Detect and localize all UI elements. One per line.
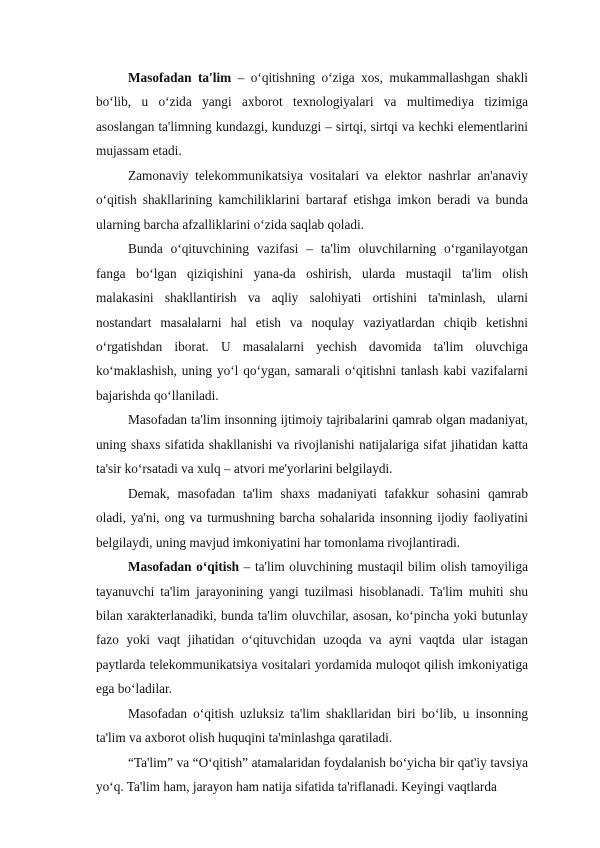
paragraph-text: Bunda o‘qituvchining vazifasi – ta'lim oluvchilarning o‘rganilayotgan fanga bo‘lgan qiziqishini yana-da oshirish, ularda mustaqil ta'lim olish malakasini shakllantirish va aqliy salohiyati ortishini ta'minlash, ularni nostandart masalalarni hal etish va noqulay vaziyatlardan chiqib ketishni o‘rgatishdan iborat. U masalalarni yechish davomida ta'lim oluvchiga ko‘maklashish, uning yo‘l qo‘ygan, samarali o‘qitishni tanlash kabi vazifalarni bajarishda qo‘llaniladi. <box>96 241 528 403</box>
paragraph-1 <box>96 66 528 164</box>
term-masofadan-talim: Masofadan ta'lim <box>128 70 232 85</box>
paragraph-text: – ta'lim oluvchining mustaqil bilim olish tamoyiliga tayanuvchi ta'lim jarayonining yangi tuzilmasi hisoblanadi. Ta'lim muhiti shu bilan xarakterlanadiki, bunda ta'lim oluvchilar, asosan, ko‘pincha yoki butunlay fazo yoki vaqt jihatidan o‘qituvchidan uzoqda va ayni vaqtda ular istagan paytlarda telekommunikatsiya vositalari yordamida muloqot qilish imkoniyatiga ega bo‘ladilar. <box>96 559 528 697</box>
paragraph-text: Masofadan o‘qitish uzluksiz ta'lim shakllaridan biri bo‘lib, u insonning ta'lim va axborot olish huquqini ta'minlashga qaratiladi. <box>96 705 528 746</box>
document-body <box>96 66 528 800</box>
term-masofadan-oqitish: Masofadan o‘qitish <box>128 559 240 575</box>
paragraph-text: Zamonaviy telekommunikatsiya vositalari va elektor nashrlar an'anaviy o‘qitish shakllarining kamchiliklarini bartaraf etishga imkon beradi va bunda ularning barcha afzalliklarini o‘zida saqlab qoladi. <box>96 167 528 232</box>
paragraph-text: Demak, masofadan ta'lim shaxs madaniyati tafakkur sohasini qamrab oladi, ya'ni, ong va turmushning barcha sohalarida insonning ijodiy faoliyatini belgilaydi, uning mavjud imkoniyatini har tomonlama rivojlantiradi. <box>96 485 528 550</box>
paragraph-text: Masofadan ta'lim insonning ijtimoiy tajribalarini qamrab olgan madaniyat, uning shaxs sifatida shakllanishi va rivojlanishi natijalariga sifat jihatidan katta ta'sir ko‘rsatadi va xulq – atvori me'yorlarini belgilaydi. <box>96 412 528 477</box>
paragraph-6 <box>96 555 528 702</box>
paragraph-4 <box>96 408 528 481</box>
paragraph-8 <box>96 751 528 800</box>
paragraph-7 <box>96 702 528 751</box>
paragraph-text: – o‘qitishning o‘ziga xos, mukammallashgan shakli bo‘lib, u o‘zida yangi axborot texnologiyalari va multimediya tizimiga asoslangan ta'limning kundazgi, kunduzgi – sirtqi, sirtqi va kechki elementlarini mujassam etadi. <box>96 70 528 159</box>
paragraph-3 <box>96 237 528 408</box>
paragraph-5 <box>96 482 528 555</box>
paragraph-2 <box>96 164 528 237</box>
paragraph-text: “Ta'lim” va “O‘qitish” atamalaridan foydalanish bo‘yicha bir qat'iy tavsiya yo‘q. Ta'lim ham, jarayon ham natija sifatida ta'riflanadi. Keyingi vaqtlarda <box>96 754 528 795</box>
